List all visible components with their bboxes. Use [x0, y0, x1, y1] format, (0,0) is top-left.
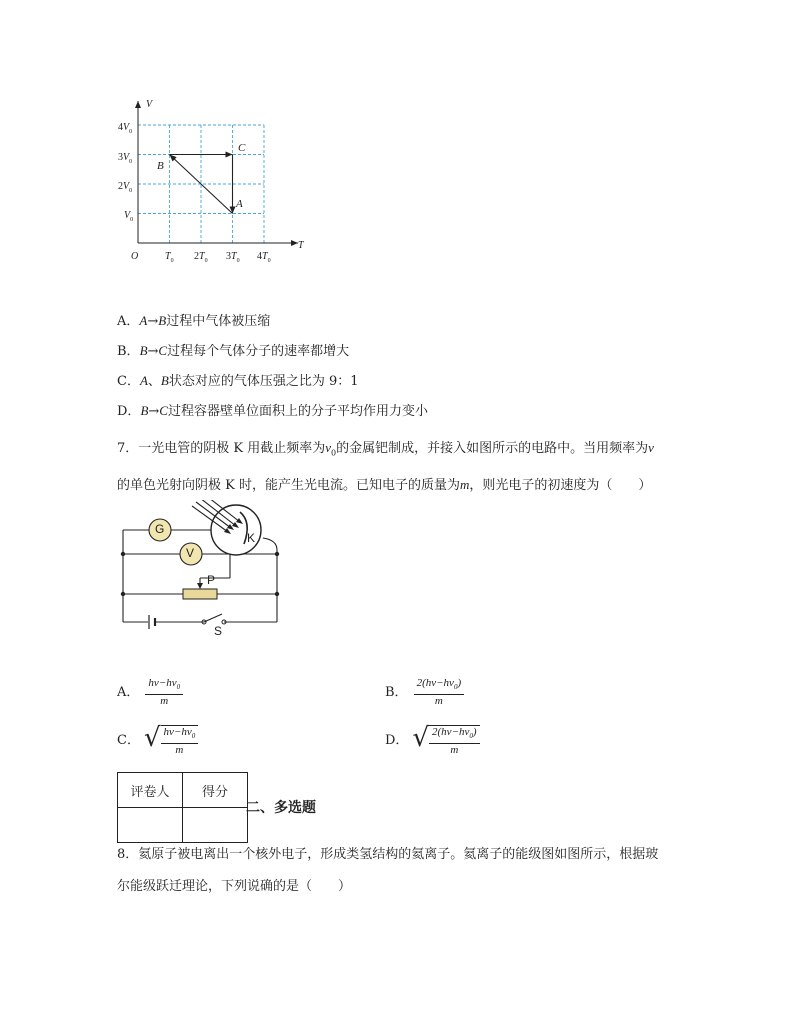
process-b-to-c-arrow [226, 152, 233, 158]
q8-stem-line2: 尔能级跃迁理论，下列说确的是（ ） [117, 879, 352, 894]
q7-option-a-formula: $\frac{h\nu-h\nu_0}{m}$ [145, 677, 183, 708]
x-tick-2t0: $2T_0$ [194, 251, 208, 264]
switch-label: S [214, 624, 223, 638]
q7-option-b-formula: $\frac{2(h\nu-h\nu_0)}{m}$ [414, 677, 465, 708]
vt-graph [110, 95, 310, 270]
v-axis-arrow [135, 101, 141, 108]
point-b-label: B [157, 160, 164, 172]
y-tick-3v0: $3V_0$ [118, 152, 133, 165]
v-axis-label: V [146, 99, 153, 110]
score-table-score-header: 得分 [183, 773, 248, 808]
y-tick-v0: $V_0$ [124, 210, 134, 223]
point-a-label: A [236, 198, 243, 210]
point-c-label: C [238, 142, 246, 154]
y-tick-4v0: $4V_0$ [118, 122, 133, 135]
cathode-label: K [247, 531, 256, 545]
q6-option-d[interactable]: D．B→C过程容器壁单位面积上的分子平均作用力变小 [117, 403, 428, 419]
section-title: 二、多选题 [246, 800, 316, 816]
photoelectric-circuit [118, 500, 288, 640]
score-table-grader-cell[interactable] [118, 808, 183, 843]
t-axis-label: T [298, 240, 304, 251]
q7-option-d[interactable]: D． √ $\frac{2(h\nu-h\nu_0)}{m}$ [385, 725, 480, 757]
q8-stem-line1: 8．氦原子被电离出一个核外电子，形成类氢结构的氦离子。氦离子的能级图如图所示，根据玻 [117, 847, 659, 862]
origin-label: O [131, 251, 139, 262]
galvanometer-label: G [155, 522, 165, 536]
slider-label: P [207, 573, 216, 587]
y-tick-2v0: $2V_0$ [118, 181, 133, 194]
q7-stem-line2: 的单色光射向阴极 K 时，能产生光电流。已知电子的质量为m，则光电子的初速度为（ ） [117, 477, 652, 493]
vt-process [170, 152, 236, 214]
score-table [117, 772, 248, 843]
x-tick-3t0: $3T_0$ [226, 251, 240, 264]
q7-option-c[interactable]: C． √ $\frac{h\nu-h\nu_0}{m}$ [117, 725, 198, 757]
x-tick-t0: $T_0$ [165, 251, 174, 264]
q6-option-c[interactable]: C．A、B状态对应的气体压强之比为 9：1 [117, 373, 359, 389]
q7-option-c-formula: √ $\frac{h\nu-h\nu_0}{m}$ [144, 725, 198, 757]
voltmeter-label: V [186, 546, 195, 560]
q7-option-d-formula: √ $\frac{2(h\nu-h\nu_0)}{m}$ [412, 725, 479, 757]
q7-option-b[interactable]: B． $\frac{2(h\nu-h\nu_0)}{m}$ [385, 677, 464, 708]
score-table-grader-header: 评卷人 [118, 773, 183, 808]
q6-option-b[interactable]: B．B→C过程每个气体分子的速率都增大 [117, 343, 350, 359]
process-c-to-a-arrow [230, 207, 236, 214]
x-tick-4t0: $4T_0$ [257, 251, 271, 264]
q7-option-a[interactable]: A． $\frac{h\nu-h\nu_0}{m}$ [117, 677, 183, 708]
q7-stem-line1: 7．一光电管的阴极 K 用截止频率为$\nu_0$的金属钯制成，并接入如图所示的电路中。当用频率为ν [117, 440, 654, 458]
q6-option-a[interactable]: A．A→B过程中气体被压缩 [117, 313, 271, 329]
t-axis-arrow [291, 240, 298, 246]
rheostat [183, 589, 217, 599]
score-table-score-cell[interactable] [183, 808, 248, 843]
